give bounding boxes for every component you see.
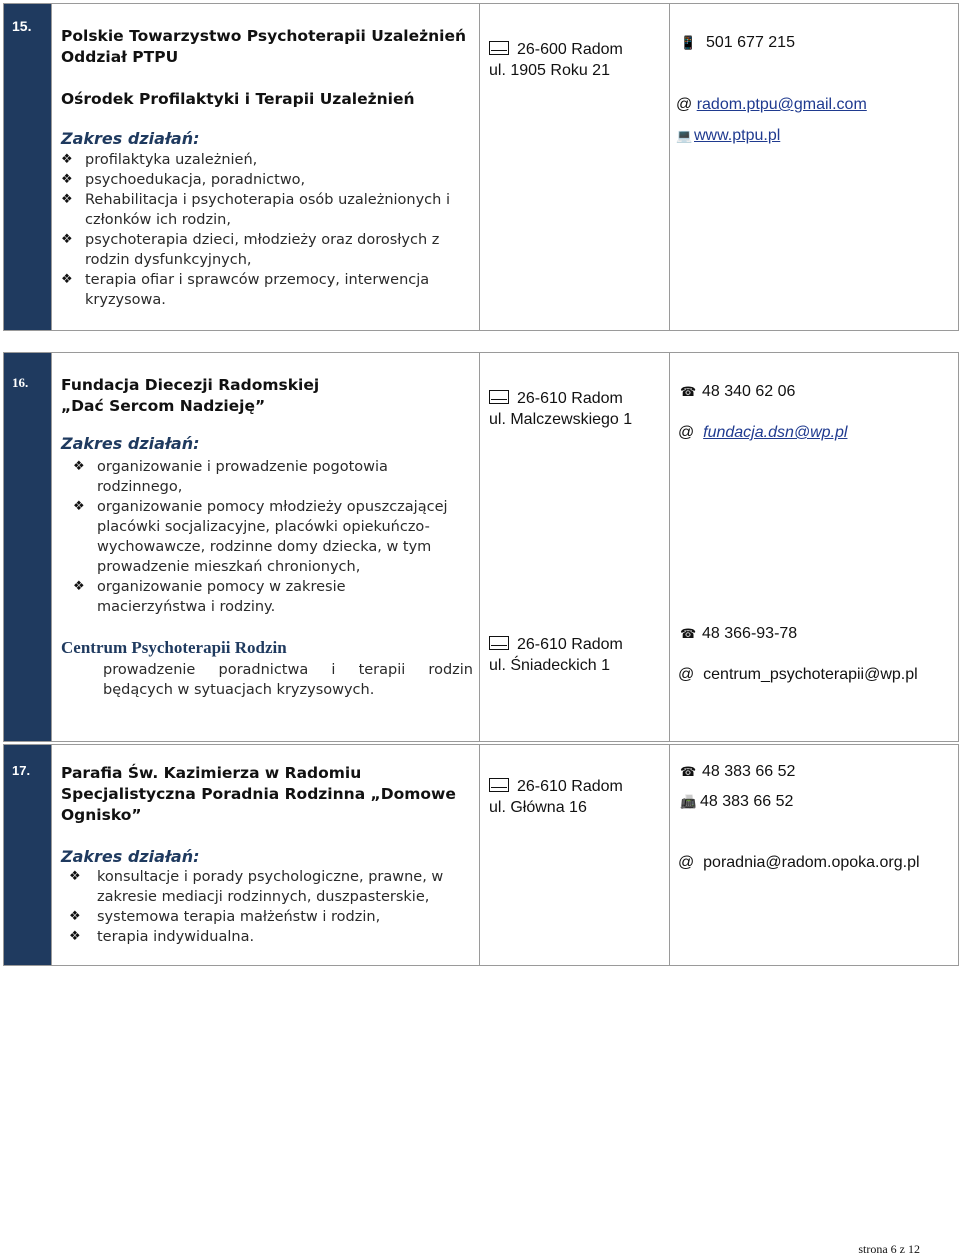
contact-mobile: 📱 501 677 215 [680,32,795,54]
entry-number-cell [4,4,51,330]
fax-icon: 📠 [680,794,697,809]
contact-www[interactable]: 💻 www.ptpu.pl [676,125,780,147]
scope-list [61,457,456,617]
list-item: ❖ systemowa terapia małżeństw i rodzin, [69,909,381,925]
org-name-line: Polskie Towarzystwo Psychoterapii Uzależnień [61,27,467,45]
scope-label: Zakres działań: [61,847,200,866]
four-diamond-star-icon: ❖ [69,929,81,944]
org-name-line: Oddział PTPU [61,48,179,66]
list-item: ❖ organizowanie pomocy młodzieży opuszczającej placówki socjalizacyjne, placówki opiekuńczo-wychowawcze, rodzinne domy dziecka, w tym prowadzenie mieszkań chronionych, [73,499,448,575]
list-item: ❖ profilaktyka uzależnień, [61,152,258,168]
address-street: ul. Malczewskiego 1 [489,411,633,428]
address-street: ul. 1905 Roku 21 [489,62,610,79]
contact-email[interactable]: @ fundacja.dsn@wp.pl [678,424,848,441]
address-street: ul. Główna 16 [489,799,587,816]
list-item: ❖ organizowanie pomocy w zakresie macierzyństwa i rodziny. [73,579,346,615]
entry-number-cell [4,353,51,741]
org-name-line: Ognisko” [61,806,142,824]
org-name-line: Fundacja Diecezji Radomskiej [61,376,320,394]
computer-icon: 💻 [676,128,693,143]
scope-list [61,867,456,947]
org-name [61,763,456,826]
four-diamond-star-icon: ❖ [61,172,73,187]
scope-label: Zakres działań: [61,129,200,148]
page-number: strona 6 z 12 [858,1242,920,1256]
org-name-line: Parafia Św. Kazimierza w Radomiu [61,764,362,782]
telephone-icon: ☎ [680,764,697,779]
org-name-line: „Dać Sercom Nadzieję” [61,397,266,415]
address-city: 26-600 Radom [517,41,623,58]
entry-contact-cell [669,4,958,330]
four-diamond-star-icon: ❖ [73,459,85,474]
contact-email-secondary[interactable]: @ centrum_psychoterapii@wp.pl [678,666,918,683]
entry-number: 17. [12,763,31,778]
contact-phone: ☎ 48 383 66 52 [680,761,795,783]
list-item: ❖ organizowanie i prowadzenie pogotowia rodzinnego, [73,459,388,495]
telephone-icon: ☎ [680,384,697,399]
entry-contact-cell [669,745,958,965]
four-diamond-star-icon: ❖ [69,909,81,924]
address-city: 26-610 Radom [517,636,623,653]
address [489,39,623,81]
list-item: ❖ konsultacje i porady psychologiczne, prawne, w zakresie mediacji rodzinnych, duszpasterskie, [69,869,444,905]
address [489,388,632,430]
envelope-icon [489,636,509,650]
entry-number: 16. [12,375,29,390]
address-secondary [489,634,623,676]
entry-number: 15. [12,18,32,34]
entry-17 [3,744,959,966]
entry-address-cell [479,745,669,965]
envelope-icon [489,778,509,792]
envelope-icon [489,41,509,55]
list-item: ❖ terapia indywidualna. [69,929,255,945]
entry-description-cell [51,353,479,741]
entry-description-cell [51,745,479,965]
contact-email[interactable]: @ poradnia@radom.opoka.org.pl [678,854,920,871]
list-item: ❖ Rehabilitacja i psychoterapia osób uzależnionych i członków ich rodzin, [61,192,450,228]
org-name [61,26,466,68]
list-item: ❖ terapia ofiar i sprawców przemocy, interwencja kryzysowa. [61,272,430,308]
contact-phone-secondary: ☎ 48 366-93-78 [680,623,797,645]
envelope-icon [489,390,509,404]
centre-name: Centrum Psychoterapii Rodzin [61,638,287,657]
address-street: ul. Śniadeckich 1 [489,657,610,674]
telephone-icon: ☎ [680,626,697,641]
four-diamond-star-icon: ❖ [61,232,73,247]
entry-address-cell [479,4,669,330]
scope-label: Zakres działań: [61,434,200,453]
four-diamond-star-icon: ❖ [73,499,85,514]
org-name [61,375,319,417]
address [489,776,623,818]
entry-number-cell [4,745,51,965]
entry-address-cell [479,353,669,741]
entry-contact-cell [669,353,958,741]
four-diamond-star-icon: ❖ [69,869,81,884]
centre-description: prowadzenie poradnictwa i terapii rodzin będących w sytuacjach kryzysowych. [103,662,473,698]
list-item: ❖ psychoedukacja, poradnictwo, [61,172,306,188]
four-diamond-star-icon: ❖ [61,192,73,207]
scope-list [61,150,461,310]
entry-16 [3,352,959,742]
entry-15 [3,3,959,331]
org-subname: Ośrodek Profilaktyki i Terapii Uzależnień [61,90,415,108]
address-city: 26-610 Radom [517,778,623,795]
mobile-phone-icon: 📱 [680,35,697,50]
org-name-line: Specjalistyczna Poradnia Rodzinna „Domowe [61,785,456,803]
list-item: ❖ psychoterapia dzieci, młodzieży oraz dorosłych z rodzin dysfunkcyjnych, [61,232,440,268]
contact-email[interactable]: @ radom.ptpu@gmail.com [676,96,867,113]
four-diamond-star-icon: ❖ [61,272,73,287]
four-diamond-star-icon: ❖ [73,579,85,594]
address-city: 26-610 Radom [517,390,623,407]
contact-fax: 📠 48 383 66 52 [680,791,793,813]
entry-description-cell [51,4,479,330]
contact-phone: ☎ 48 340 62 06 [680,381,795,403]
four-diamond-star-icon: ❖ [61,152,73,167]
